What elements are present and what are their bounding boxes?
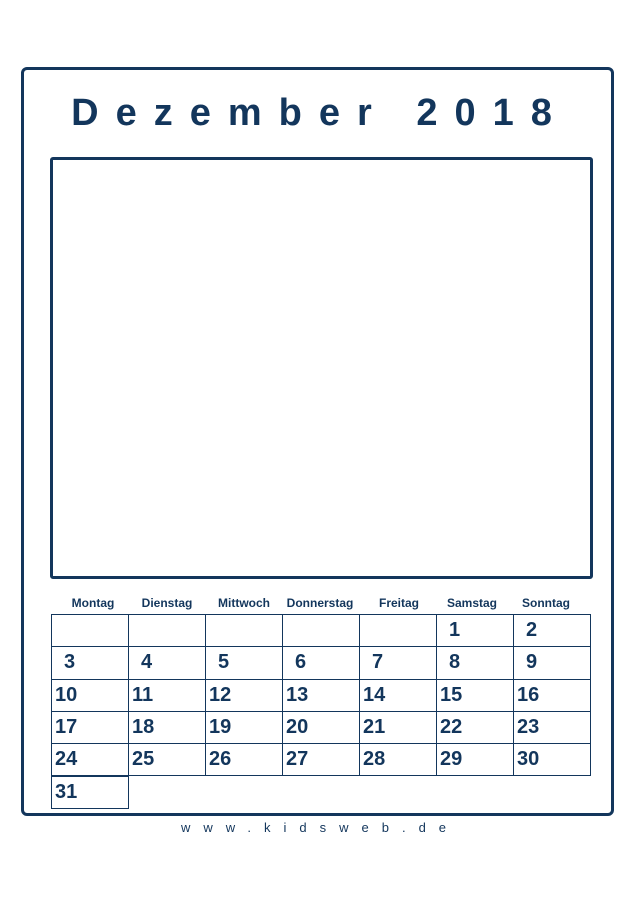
day-number: 2 — [526, 619, 538, 641]
day-cell — [51, 614, 129, 647]
day-number: 17 — [55, 715, 78, 738]
day-cell — [128, 679, 206, 712]
day-number: 12 — [209, 683, 232, 706]
day-number: 16 — [517, 683, 540, 706]
day-cell — [359, 679, 437, 712]
day-number: 6 — [295, 651, 307, 674]
calendar-grid — [51, 614, 590, 808]
day-cell — [513, 711, 591, 744]
day-cell — [51, 711, 129, 744]
weekday-label: Samstag — [446, 596, 498, 610]
day-number: 22 — [440, 715, 463, 738]
day-number: 7 — [372, 651, 384, 674]
day-number: 13 — [286, 683, 309, 706]
day-number: 21 — [363, 715, 386, 738]
day-cell — [205, 711, 283, 744]
day-cell — [359, 614, 437, 647]
day-number: 24 — [55, 748, 78, 771]
day-cell — [51, 743, 129, 776]
day-cell — [436, 679, 514, 712]
day-number: 26 — [209, 748, 232, 771]
day-cell — [51, 776, 129, 809]
day-cell — [436, 646, 514, 679]
day-cell — [513, 679, 591, 712]
weekday-label: Donnerstag — [286, 596, 354, 610]
weekday-label: Dienstag — [141, 596, 193, 610]
day-number: 31 — [55, 780, 78, 803]
day-cell — [282, 711, 360, 744]
month-title: Dezember 2018 — [71, 92, 569, 134]
weekday-label: Mittwoch — [218, 596, 270, 610]
day-number: 15 — [440, 683, 463, 706]
day-cell — [282, 646, 360, 679]
day-cell — [51, 646, 129, 679]
day-cell — [205, 614, 283, 647]
weekday-label: Sonntag — [522, 596, 570, 610]
day-cell — [359, 743, 437, 776]
day-cell — [282, 743, 360, 776]
day-number: 28 — [363, 748, 386, 771]
photo-placeholder-box — [50, 157, 593, 579]
day-cell — [282, 679, 360, 712]
day-cell — [513, 614, 591, 647]
weekday-label: Freitag — [378, 596, 419, 610]
day-cell — [128, 614, 206, 647]
day-number: 25 — [132, 748, 155, 771]
day-cell — [359, 646, 437, 679]
day-number: 9 — [526, 651, 538, 674]
day-number: 27 — [286, 748, 309, 771]
day-number: 5 — [218, 651, 230, 674]
day-cell — [205, 743, 283, 776]
day-cell — [128, 646, 206, 679]
weekday-label: Montag — [71, 596, 115, 610]
day-number: 11 — [132, 683, 154, 706]
day-number: 4 — [141, 651, 153, 674]
day-number: 3 — [64, 651, 76, 674]
day-number: 20 — [286, 715, 309, 738]
day-number: 8 — [449, 651, 461, 674]
day-cell — [51, 679, 129, 712]
day-cell — [128, 711, 206, 744]
day-cell — [436, 614, 514, 647]
day-number: 10 — [55, 683, 78, 706]
day-number: 14 — [363, 683, 386, 706]
day-cell — [282, 614, 360, 647]
day-number: 18 — [132, 715, 155, 738]
day-number: 1 — [449, 619, 461, 641]
day-cell — [205, 679, 283, 712]
day-number: 30 — [517, 748, 540, 771]
day-cell — [359, 711, 437, 744]
day-number: 23 — [517, 715, 540, 738]
day-cell — [436, 711, 514, 744]
day-cell — [513, 743, 591, 776]
day-cell — [436, 743, 514, 776]
day-number: 19 — [209, 715, 232, 738]
footer-url: www.kidsweb.de — [180, 820, 460, 835]
day-number: 29 — [440, 748, 463, 771]
day-cell — [128, 743, 206, 776]
day-cell — [513, 646, 591, 679]
day-cell — [205, 646, 283, 679]
